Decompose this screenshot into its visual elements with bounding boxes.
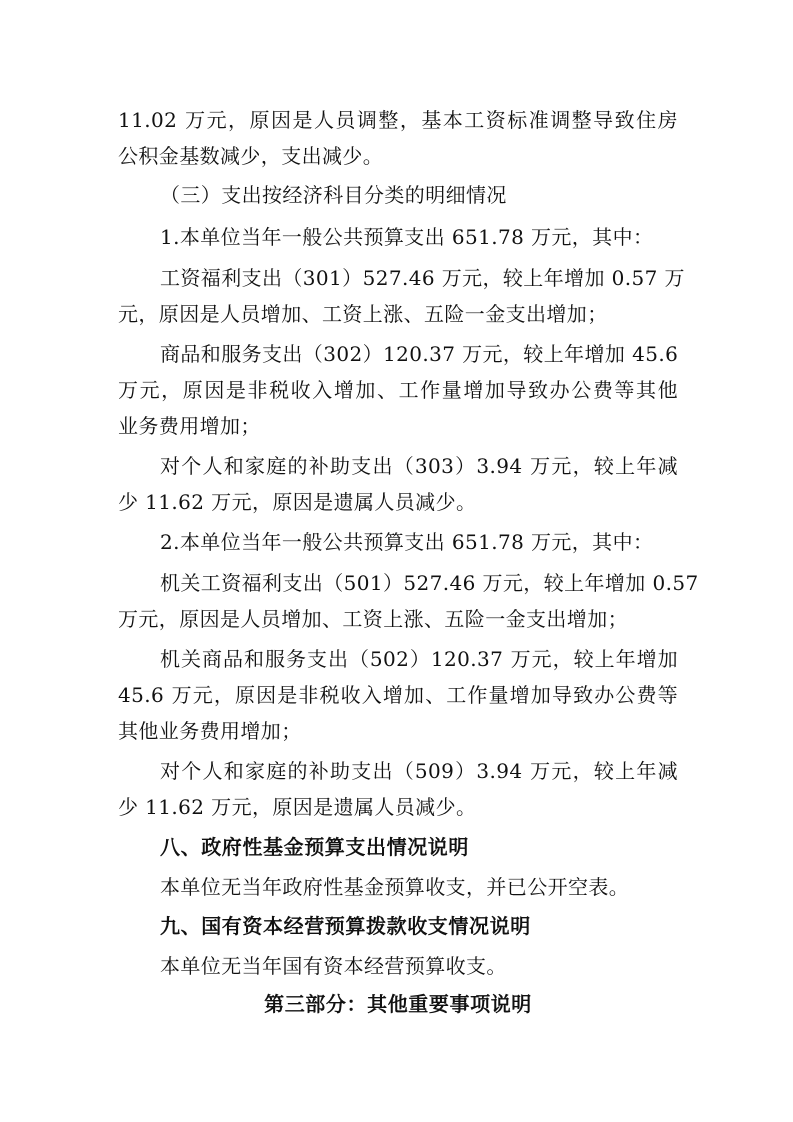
paragraph-line: 万元，原因是非税收入增加、工作量增加导致办公费等其他 <box>118 378 678 402</box>
subsection-heading: （三）支出按经济科目分类的明细情况 <box>160 183 507 207</box>
paragraph-line: 业务费用增加； <box>118 414 261 438</box>
paragraph-line: 45.6 万元，原因是非税收入增加、工作量增加导致办公费等 <box>118 683 678 707</box>
paragraph-line: 公积金基数减少，支出减少。 <box>118 144 384 168</box>
paragraph-line: 对个人和家庭的补助支出（509）3.94 万元，较上年减 <box>160 759 678 783</box>
paragraph-line: 商品和服务支出（302）120.37 万元，较上年增加 45.6 <box>160 342 679 366</box>
paragraph-line: 11.02 万元，原因是人员调整，基本工资标准调整导致住房 <box>118 108 678 132</box>
section-heading-9: 九、国有资本经营预算拨款收支情况说明 <box>160 914 531 938</box>
paragraph-line: 少 11.62 万元，原因是遗属人员减少。 <box>118 490 477 514</box>
section-8-body: 本单位无当年政府性基金预算收支，并已公开空表。 <box>160 875 630 899</box>
paragraph-line: 工资福利支出（301）527.46 万元，较上年增加 0.57 万 <box>160 266 685 290</box>
part-heading: 第三部分：其他重要事项说明 <box>264 992 532 1016</box>
paragraph-line: 万元，原因是人员增加、工资上涨、五险一金支出增加； <box>118 607 628 631</box>
section-heading-8: 八、政府性基金预算支出情况说明 <box>160 835 469 859</box>
paragraph-line: 2.本单位当年一般公共预算支出 651.78 万元，其中： <box>160 530 654 554</box>
section-9-body: 本单位无当年国有资本经营预算收支。 <box>160 954 507 978</box>
paragraph-line: 其他业务费用增加； <box>118 719 302 743</box>
paragraph-line: 机关工资福利支出（501）527.46 万元，较上年增加 0.57 <box>160 571 699 595</box>
paragraph-line: 少 11.62 万元，原因是遗属人员减少。 <box>118 795 477 819</box>
paragraph-line: 机关商品和服务支出（502）120.37 万元，较上年增加 <box>160 647 678 671</box>
paragraph-line: 元，原因是人员增加、工资上涨、五险一金支出增加； <box>118 302 608 326</box>
paragraph-line: 1.本单位当年一般公共预算支出 651.78 万元，其中： <box>160 225 654 249</box>
paragraph-line: 对个人和家庭的补助支出（303）3.94 万元，较上年减 <box>160 454 678 478</box>
